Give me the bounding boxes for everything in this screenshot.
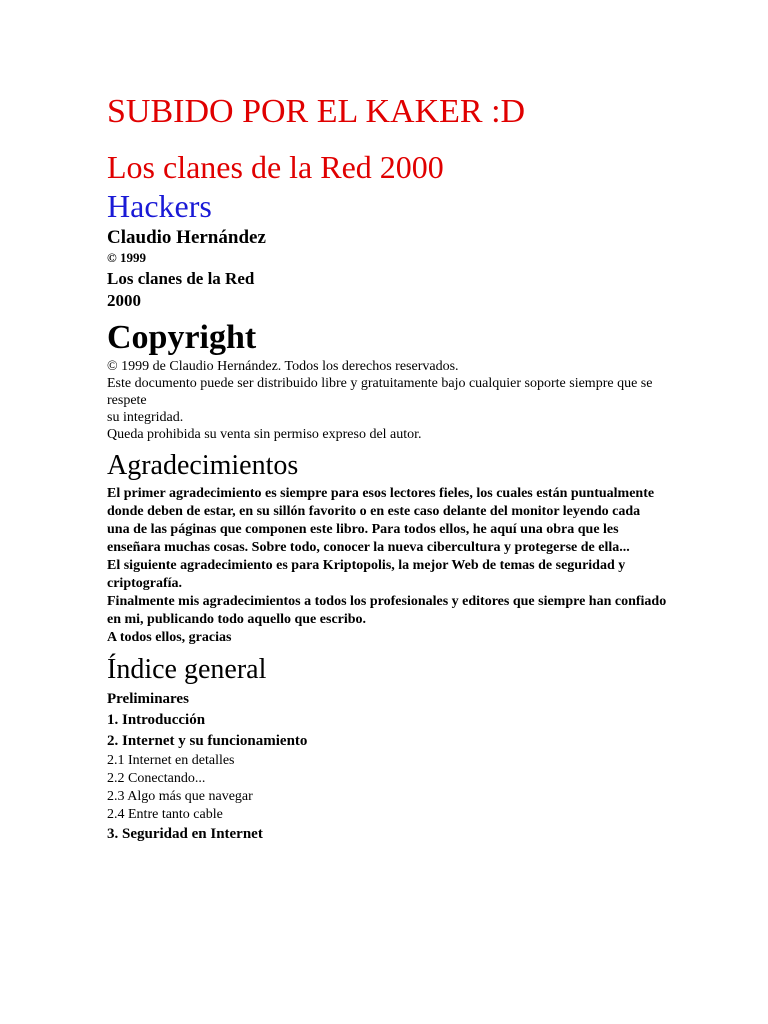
agradecimientos-line: criptografía. <box>107 576 183 591</box>
toc-subsection: 2.1 Internet en detalles <box>107 753 235 768</box>
year-line: © 1999 <box>107 250 146 265</box>
toc-preliminares: Preliminares <box>107 691 189 707</box>
agradecimientos-line: Finalmente mis agradecimientos a todos los profesionales y editores que siempre han confiado en mi, publicando todo aquello que escribo. <box>107 594 667 627</box>
copyright-heading: Copyright <box>107 319 257 356</box>
agradecimientos-heading: Agradecimientos <box>107 450 299 481</box>
agradecimientos-line: El siguiente agradecimiento es para Kriptopolis, la mejor Web de temas de seguridad y <box>107 558 626 573</box>
copyright-line: Queda prohibida su venta sin permiso expreso del autor. <box>107 427 422 442</box>
toc-chapter-3: 3. Seguridad en Internet <box>107 826 263 842</box>
agradecimientos-line: El primer agradecimiento es siempre para esos lectores fieles, los cuales están puntualmente <box>107 486 655 501</box>
subtitle-line-2: 2000 <box>107 291 141 310</box>
copyright-line: © 1999 de Claudio Hernández. Todos los derechos reservados. <box>107 359 459 374</box>
toc-subsection: 2.3 Algo más que navegar <box>107 789 253 804</box>
book-title: Los clanes de la Red 2000 <box>107 149 444 185</box>
document-page <box>107 92 667 845</box>
toc-subsection: 2.4 Entre tanto cable <box>107 807 223 822</box>
agradecimientos-line: A todos ellos, gracias <box>107 630 232 645</box>
agradecimientos-line: una de las páginas que componen este libro. Para todos ellos, he aquí una obra que les enseñara muchas cosas. Sobre todo, conocer la nueva cibercultura y protegerse de ella... <box>107 522 630 555</box>
agradecimientos-line: donde deben de estar, en su sillón favorito o en este caso delante del monitor leyendo cada <box>107 504 641 519</box>
hackers-heading: Hackers <box>107 188 212 224</box>
toc-chapter-1: 1. Introducción <box>107 712 206 728</box>
upload-banner: SUBIDO POR EL KAKER :D <box>107 93 526 130</box>
toc-subsection: 2.2 Conectando... <box>107 771 206 786</box>
copyright-line: su integridad. <box>107 410 184 425</box>
copyright-line: Este documento puede ser distribuido libre y gratuitamente bajo cualquier soporte siempre que se respete <box>107 376 653 408</box>
indice-heading: Índice general <box>107 654 267 685</box>
author-name: Claudio Hernández <box>107 227 266 248</box>
toc-chapter-2: 2. Internet y su funcionamiento <box>107 733 308 749</box>
subtitle-line-1: Los clanes de la Red <box>107 269 255 288</box>
